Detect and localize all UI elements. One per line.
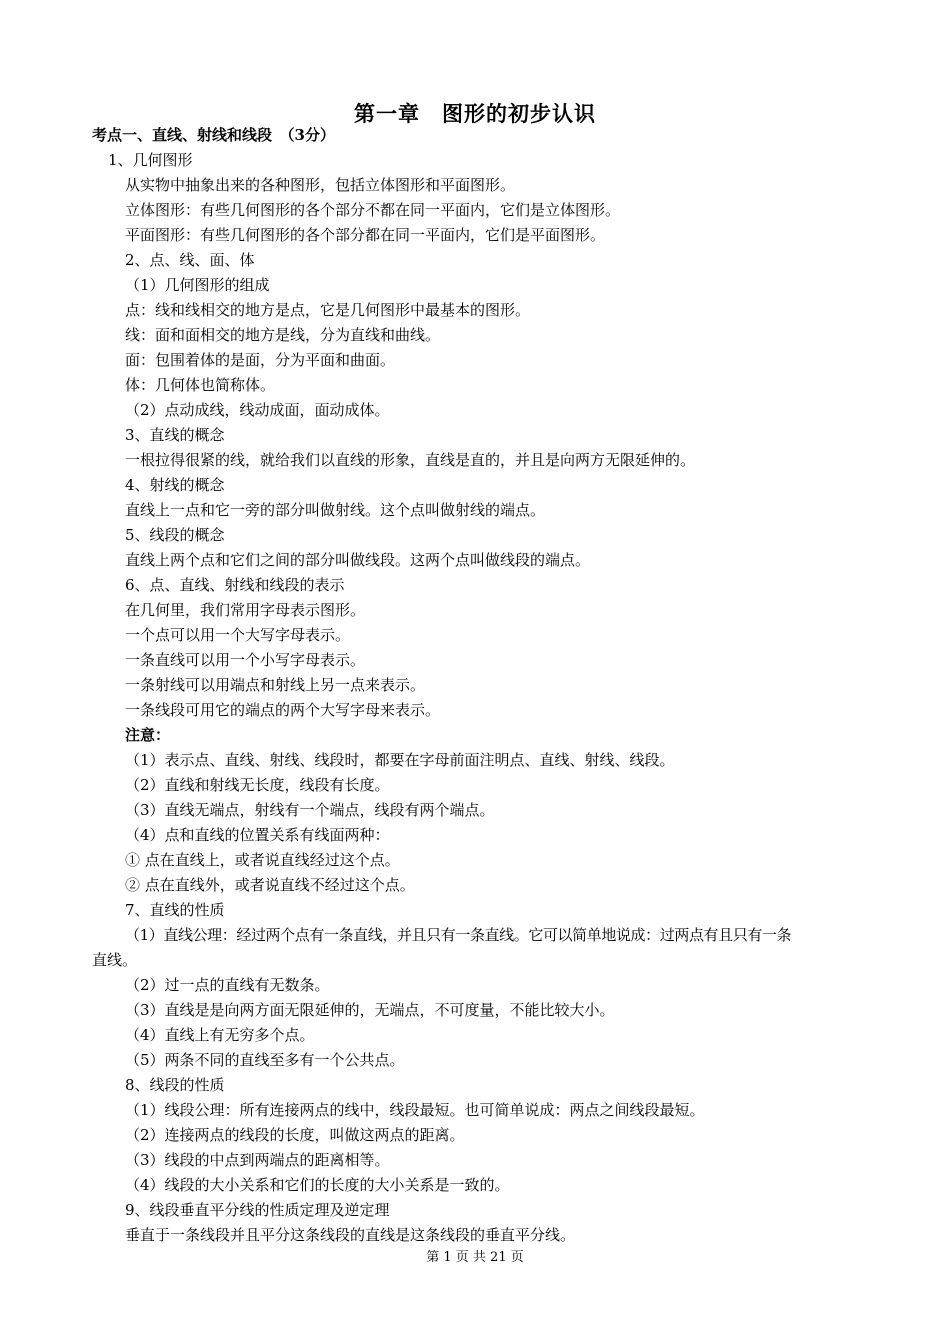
text-line: 垂直于一条线段并且平分这条线段的直线是这条线段的垂直平分线。 xyxy=(125,1226,576,1244)
text-line: 注意： xyxy=(125,726,171,744)
text-line: 体：几何体也简称体。 xyxy=(125,376,276,394)
text-line: 直线上两个点和它们之间的部分叫做线段。这两个点叫做线段的端点。 xyxy=(125,551,591,569)
text-line: 一根拉得很紧的线，就给我们以直线的形象，直线是直的，并且是向两方无限延伸的。 xyxy=(125,451,696,469)
text-line: 一条直线可以用一个小写字母表示。 xyxy=(125,651,366,669)
text-line: 9、线段垂直平分线的性质定理及逆定理 xyxy=(125,1201,390,1219)
section-heading: 考点一、直线、射线和线段 （3分） xyxy=(92,126,335,144)
text-line: （3）直线是是向两方面无限延伸的，无端点，不可度量，不能比较大小。 xyxy=(125,1001,615,1019)
text-line: 1、几何图形 xyxy=(108,151,193,169)
text-line: （2）直线和射线无长度，线段有长度。 xyxy=(125,776,390,794)
text-line: 直线上一点和它一旁的部分叫做射线。这个点叫做射线的端点。 xyxy=(125,501,546,519)
text-line: 线：面和面相交的地方是线，分为直线和曲线。 xyxy=(125,326,441,344)
text-line: （4）点和直线的位置关系有线面两种： xyxy=(125,826,390,844)
text-line: 面：包围着体的是面，分为平面和曲面。 xyxy=(125,351,396,369)
text-line: ① 点在直线上，或者说直线经过这个点。 xyxy=(125,851,400,869)
text-line: 直线。 xyxy=(92,951,138,969)
text-line: 一条线段可用它的端点的两个大写字母来表示。 xyxy=(125,701,441,719)
text-line: （2）过一点的直线有无数条。 xyxy=(125,976,330,994)
chapter-title: 第一章 图形的初步认识 xyxy=(354,101,596,126)
text-line: 8、线段的性质 xyxy=(125,1076,225,1094)
text-line: （3）线段的中点到两端点的距离相等。 xyxy=(125,1151,390,1169)
text-line: 一条射线可以用端点和射线上另一点来表示。 xyxy=(125,676,426,694)
text-line: 点：线和线相交的地方是点，它是几何图形中最基本的图形。 xyxy=(125,301,531,319)
text-line: （4）线段的大小关系和它们的长度的大小关系是一致的。 xyxy=(125,1176,510,1194)
text-line: （5）两条不同的直线至多有一个公共点。 xyxy=(125,1051,405,1069)
text-line: （2）点动成线，线动成面，面动成体。 xyxy=(125,401,390,419)
text-line: ② 点在直线外，或者说直线不经过这个点。 xyxy=(125,876,415,894)
text-line: 6、点、直线、射线和线段的表示 xyxy=(125,576,345,594)
body-text xyxy=(92,148,872,1248)
text-line: 从实物中抽象出来的各种图形，包括立体图形和平面图形。 xyxy=(125,176,516,194)
text-line: （1）表示点、直线、射线、线段时，都要在字母前面注明点、直线、射线、线段。 xyxy=(125,751,675,769)
text-line: 2、点、线、面、体 xyxy=(125,251,255,269)
text-line: （1）直线公理：经过两个点有一条直线，并且只有一条直线。它可以简单地说成：过两点有且只有一条 xyxy=(125,926,792,944)
text-line: 在几何里，我们常用字母表示图形。 xyxy=(125,601,366,619)
page-footer: 第 1 页 共 21 页 xyxy=(426,1250,524,1265)
text-line: 5、线段的概念 xyxy=(125,526,225,544)
text-line: 7、直线的性质 xyxy=(125,901,225,919)
text-line: （2）连接两点的线段的长度，叫做这两点的距离。 xyxy=(125,1126,465,1144)
text-line: （1）线段公理：所有连接两点的线中，线段最短。也可简单说成：两点之间线段最短。 xyxy=(125,1101,705,1119)
text-line: 立体图形：有些几何图形的各个部分不都在同一平面内，它们是立体图形。 xyxy=(125,201,621,219)
text-line: （1）几何图形的组成 xyxy=(125,276,270,294)
text-line: 平面图形：有些几何图形的各个部分都在同一平面内，它们是平面图形。 xyxy=(125,226,606,244)
text-line: 一个点可以用一个大写字母表示。 xyxy=(125,626,351,644)
text-line: （3）直线无端点，射线有一个端点，线段有两个端点。 xyxy=(125,801,495,819)
text-line: 3、直线的概念 xyxy=(125,426,225,444)
text-line: 4、射线的概念 xyxy=(125,476,225,494)
text-line: （4）直线上有无穷多个点。 xyxy=(125,1026,315,1044)
